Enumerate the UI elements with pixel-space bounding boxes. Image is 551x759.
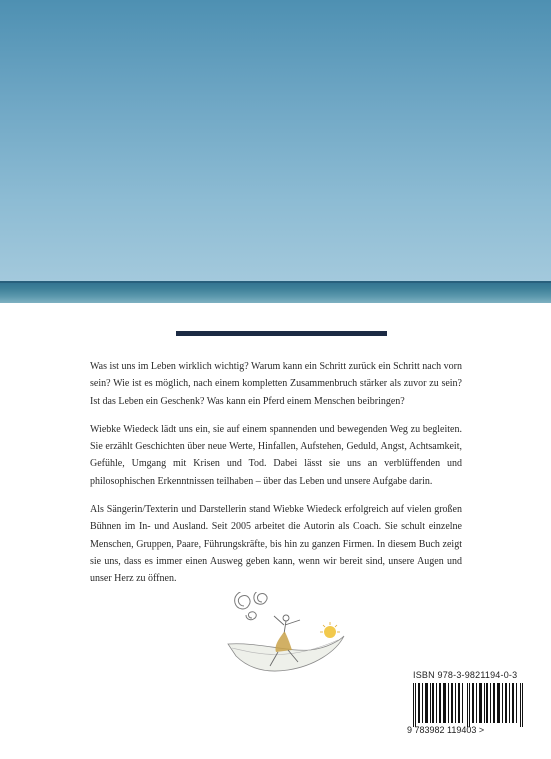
sea-horizon: [0, 281, 551, 303]
barcode-digits: 9 783982 119403 >: [407, 725, 485, 735]
sky-photo: [0, 0, 551, 281]
isbn-barcode: [413, 683, 525, 727]
back-cover-blurb: [90, 358, 462, 599]
illustration-drawing: [218, 592, 348, 684]
blurb-paragraph-1: Was ist uns im Leben wirklich wichtig? Warum kann ein Schritt zurück ein Schritt nach vorn sein? Wie ist es möglich, nach einem kompletten Zusammenbruch stärker als zuvor zu sein? Ist das Leben ein Geschenk? Was kann ein Pferd einem Menschen beibringen?: [90, 361, 462, 407]
blurb-paragraph-2: Wiebke Wiedeck lädt uns ein, sie auf einem spannenden und bewegenden Weg zu begleiten. Sie erzählt Geschichten über neue Werte, Hinfallen, Aufstehen, Geduld, Angst, Achtsamkeit, Gefühle, Umgang mit Krisen und Tod. Dabei lässt sie uns an verblüffenden und philosophischen Erkenntnissen teilhaben – über das Leben und unsere Aufgabe darin.: [90, 423, 462, 487]
isbn-label: ISBN 978-3-9821194-0-3: [413, 670, 518, 680]
divider-bar: [176, 331, 387, 336]
blurb-paragraph-3: Als Sängerin/Texterin und Darstellerin stand Wiebke Wiedeck erfolgreich auf vielen großen Bühnen im In- und Ausland. Seit 2005 arbeitet die Autorin als Coach. Sie schult einzelne Menschen, Gruppen, Paare, Führungskräfte, bis hin zu ganzen Firmen. In diesem Buch zeigt sie uns, dass es immer einen Ausweg geben kann, wenn wir bereit sind, unsere Augen und unser Herz zu öffnen.: [90, 504, 462, 585]
